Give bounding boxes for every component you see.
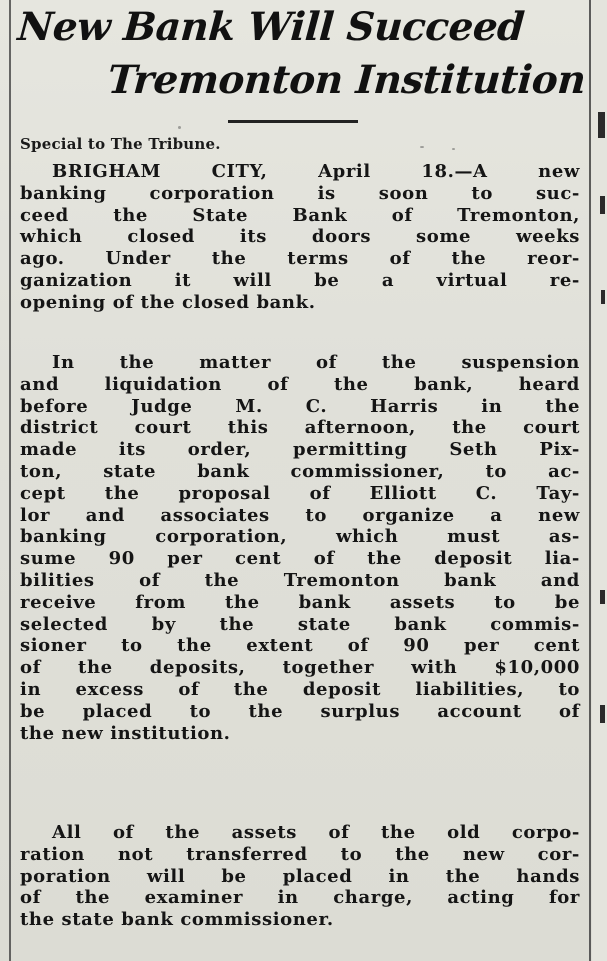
text-line: BRIGHAM CITY, April 18.—A new xyxy=(52,161,580,182)
adjacent-column-margin xyxy=(592,0,607,961)
adjacent-column-ink xyxy=(601,290,605,304)
column-rule-left xyxy=(9,0,11,961)
text-line: ration not transferred to the new cor- xyxy=(20,843,580,865)
print-speck xyxy=(178,126,181,129)
text-line: be placed to the surplus account of xyxy=(20,700,580,722)
text-line: banking corporation is soon to suc- xyxy=(20,182,580,204)
text-line: in excess of the deposit liabilities, to xyxy=(20,678,580,700)
credit-line: Special to The Tribune. xyxy=(20,135,221,153)
text-line: opening of the closed bank. xyxy=(20,291,316,313)
text-line: selected by the state bank commis- xyxy=(20,613,580,635)
text-line: the state bank commissioner. xyxy=(20,909,334,931)
text-line: of the deposits, together with $10,000 xyxy=(20,657,580,679)
adjacent-column-ink xyxy=(598,112,605,138)
text-line: ganization it will be a virtual re- xyxy=(20,269,580,291)
text-line: lor and associates to organize a new xyxy=(20,504,580,526)
headline-divider xyxy=(228,120,358,123)
headline-line-2: Tremonton Institution xyxy=(106,57,587,103)
text-line: before Judge M. C. Harris in the xyxy=(20,395,580,417)
headline-line-1: New Bank Will Succeed xyxy=(16,4,526,50)
text-line: of the examiner in charge, acting for xyxy=(20,887,580,909)
adjacent-column-ink xyxy=(600,590,605,604)
text-line: bilities of the Tremonton bank and xyxy=(20,569,580,591)
text-line: cept the proposal of Elliott C. Tay- xyxy=(20,482,580,504)
text-line: sioner to the extent of 90 per cent xyxy=(20,635,580,657)
text-line: ton, state bank commissioner, to ac- xyxy=(20,460,580,482)
paragraph-2 xyxy=(20,352,580,744)
adjacent-column-ink xyxy=(600,196,605,214)
text-line: made its order, permitting Seth Pix- xyxy=(20,439,580,461)
text-line: district court this afternoon, the court xyxy=(20,417,580,439)
text-line: banking corporation, which must as- xyxy=(20,526,580,548)
text-line: the new institution. xyxy=(20,722,231,744)
text-line: ceed the State Bank of Tremonton, xyxy=(20,204,580,226)
column-rule-right xyxy=(589,0,591,961)
text-line: receive from the bank assets to be xyxy=(20,591,580,613)
text-line: In the matter of the suspension xyxy=(52,352,580,373)
adjacent-column-ink xyxy=(600,705,605,723)
text-line: which closed its doors some weeks xyxy=(20,226,580,248)
text-line: and liquidation of the bank, heard xyxy=(20,373,580,395)
text-line: ago. Under the terms of the reor- xyxy=(20,248,580,270)
text-line: All of the assets of the old corpo- xyxy=(52,822,580,843)
print-speck xyxy=(452,148,455,150)
text-line: sume 90 per cent of the deposit lia- xyxy=(20,548,580,570)
paragraph-3 xyxy=(20,822,580,931)
paragraph-1 xyxy=(20,161,580,314)
print-speck xyxy=(420,146,424,148)
text-line: poration will be placed in the hands xyxy=(20,865,580,887)
